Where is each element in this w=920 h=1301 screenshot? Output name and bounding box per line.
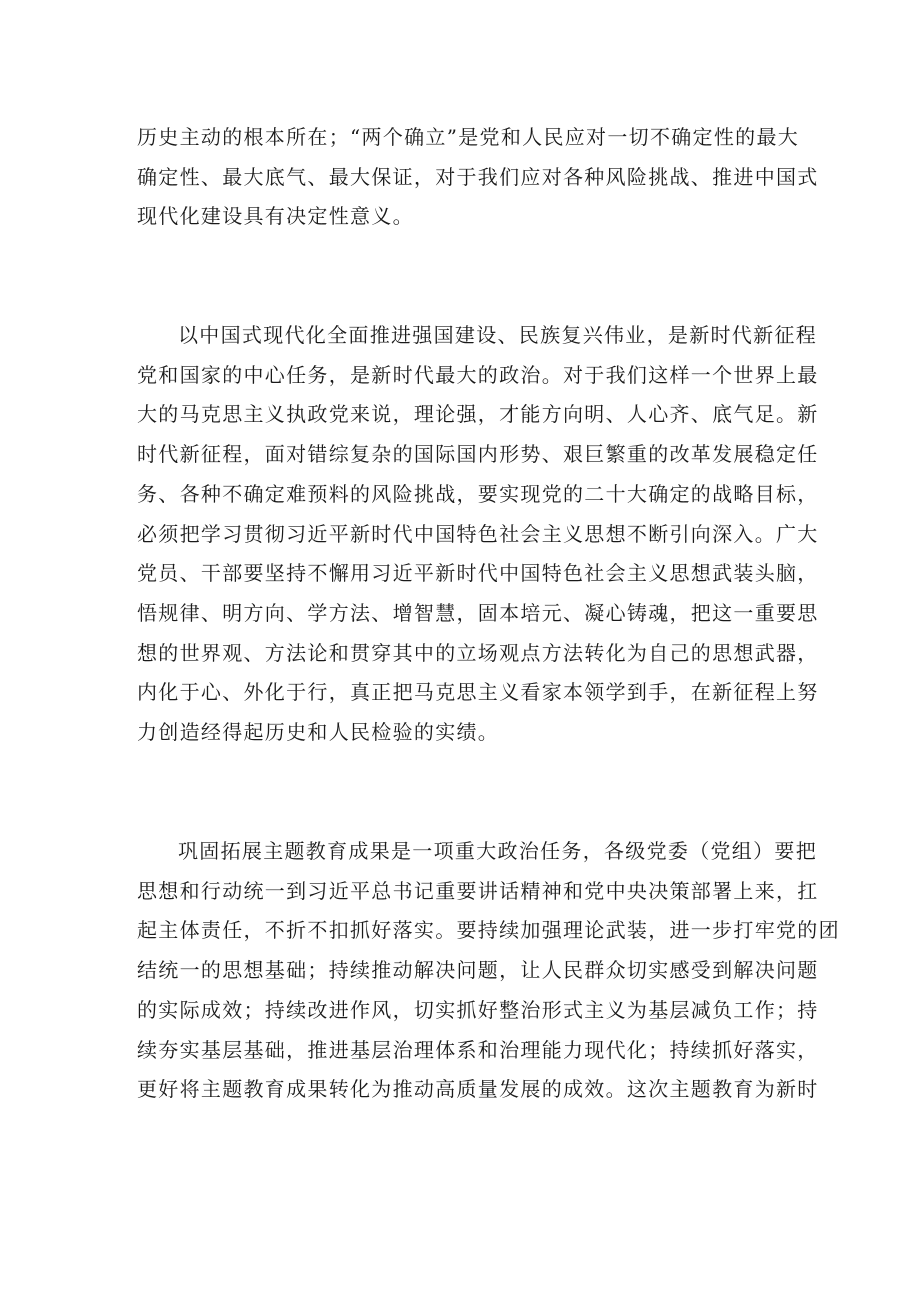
paragraph <box>137 832 840 1110</box>
text-line: 起主体责任，不折不扣抓好落实。要持续加强理论武装，进一步打牢党的团 <box>137 918 840 943</box>
paragraph <box>137 118 819 237</box>
text-line: 悟规律、明方向、学方法、增智慧，固本培元、凝心铸魂，把这一重要思 <box>137 600 819 625</box>
text-line: 必须把学习贯彻习近平新时代中国特色社会主义思想不断引向深入。广大 <box>137 521 819 546</box>
paragraph <box>137 316 819 753</box>
text-line: 结统一的思想基础；持续推动解决问题，让人民群众切实感受到解决问题 <box>137 958 819 983</box>
text-line: 时代新征程，面对错综复杂的国际国内形势、艰巨繁重的改革发展稳定任 <box>137 442 819 467</box>
text-line: 以中国式现代化全面推进强国建设、民族复兴伟业，是新时代新征程 <box>178 323 817 347</box>
text-line: 更好将主题教育成果转化为推动高质量发展的成效。这次主题教育为新时 <box>137 1077 819 1102</box>
text-line: 务、各种不确定难预料的风险挑战，要实现党的二十大确定的战略目标， <box>137 481 819 506</box>
text-line: 大的马克思主义执政党来说，理论强，才能方向明、人心齐、底气足。新 <box>137 402 819 427</box>
text-line: 的实际成效；持续改进作风，切实抓好整治形式主义为基层减负工作；持 <box>137 997 819 1022</box>
text-line: 思想和行动统一到习近平总书记重要讲话精神和党中央决策部署上来，扛 <box>137 878 819 903</box>
text-line: 确定性、最大底气、最大保证，对于我们应对各种风险挑战、推进中国式 <box>137 164 819 189</box>
text-line: 历史主动的根本所在；“两个确立”是党和人民应对一切不确定性的最大 <box>137 125 800 149</box>
text-line: 党员、干部要坚持不懈用习近平新时代中国特色社会主义思想武装头脑， <box>137 561 819 586</box>
text-line: 想的世界观、方法论和贯穿其中的立场观点方法转化为自己的思想武器， <box>137 640 819 665</box>
text-line: 续夯实基层基础，推进基层治理体系和治理能力现代化；持续抓好落实， <box>137 1037 819 1062</box>
text-line: 党和国家的中心任务，是新时代最大的政治。对于我们这样一个世界上最 <box>137 362 819 387</box>
text-line: 巩固拓展主题教育成果是一项重大政治任务，各级党委（党组）要把 <box>178 839 817 863</box>
text-line: 现代化建设具有决定性意义。 <box>137 204 414 229</box>
text-line: 力创造经得起历史和人民检验的实绩。 <box>137 720 500 745</box>
text-line: 内化于心、外化于行，真正把马克思主义看家本领学到手，在新征程上努 <box>137 680 819 705</box>
